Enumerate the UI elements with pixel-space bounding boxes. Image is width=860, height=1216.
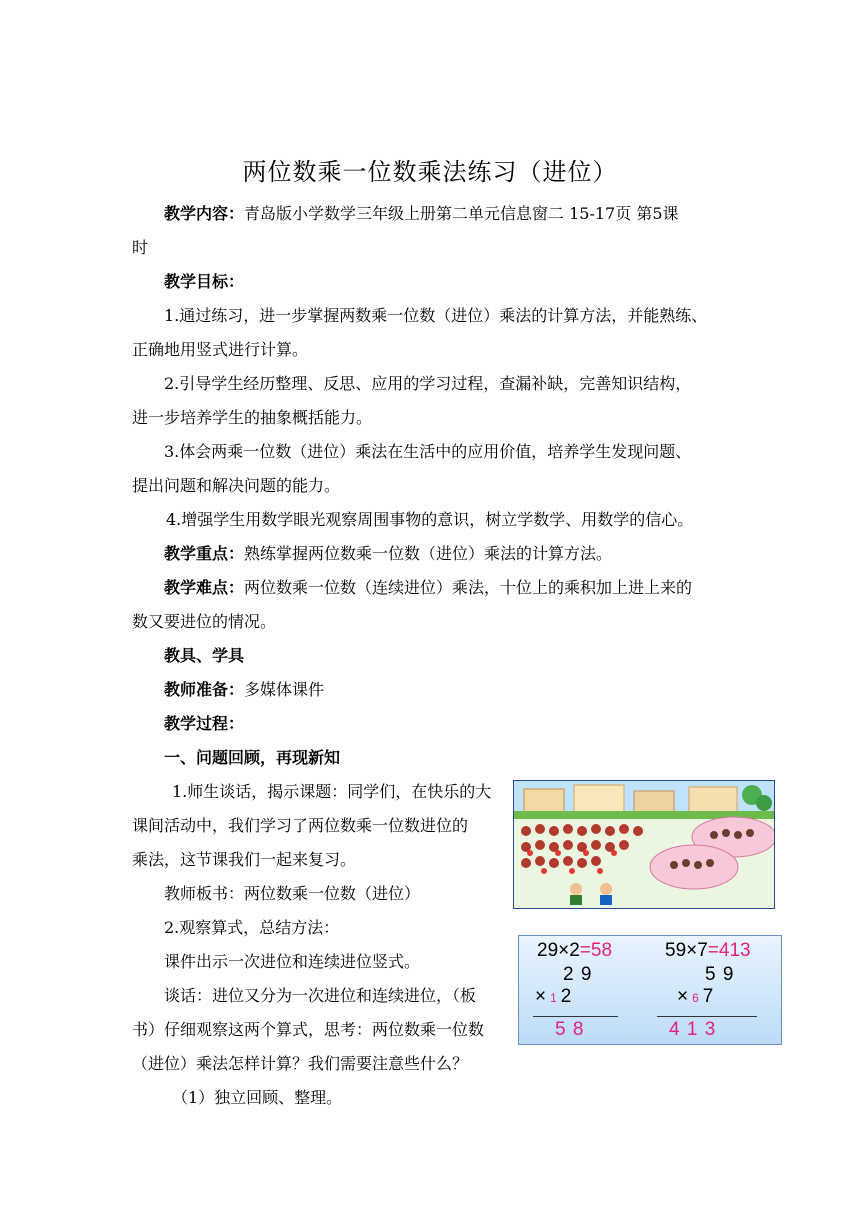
left-times: × [535,986,547,1007]
goal-3-cont: 提出问题和解决问题的能力。 [132,476,341,495]
section-heading: 一、问题回顾，再现新知 [164,748,341,767]
para-3: 2.观察算式，总结方法： [164,918,340,937]
page-title: 两位数乘一位数乘法练习（进位） [242,158,618,186]
goal-1-cont: 正确地用竖式进行计算。 [132,340,309,359]
content-line [164,197,679,231]
goal-2-cont: 进一步培养学生的抽象概括能力。 [132,408,373,427]
left-underline [533,1016,618,1017]
goal-2: 2.引导学生经历整理、反思、应用的学习过程，查漏补缺，完善知识结构， [164,374,692,393]
goal-3: 3.体会两乘一位数（进位）乘法在生活中的应用价值，培养学生发现问题、 [164,442,692,461]
key-point-label: 教学重点： [164,544,245,563]
left-result: =58 [579,940,613,961]
goals-heading: 教学目标： [164,272,245,291]
para-1-cont2: 乘法，这节课我们一起来复习。 [132,850,357,869]
right-result: =413 [707,940,751,961]
para-5: 谈话：进位又分为一次进位和连续进位，（板 [164,986,477,1005]
content-label: 教学内容： [164,204,245,223]
right-top-number: 5 9 [705,964,735,985]
right-underline [657,1016,757,1017]
right-answer: 4 1 3 [669,1019,717,1040]
right-expression [665,940,751,962]
left-expression [537,940,612,962]
right-carry: 6 [692,991,699,1005]
para-1: 1.师生谈话，揭示课题：同学们，在快乐的大 [172,782,492,801]
key-point-text: 熟练掌握两位数乘一位数（进位）乘法的计算方法。 [244,544,613,563]
para-4: 课件出示一次进位和连续进位竖式。 [164,952,421,971]
right-multiplier-row [677,986,713,1008]
left-answer: 5 8 [555,1019,585,1040]
right-mult: 7 [702,986,714,1007]
para-5-cont2: （进位）乘法怎样计算？我们需要注意些什么？ [132,1054,469,1073]
teacher-prep-text: 多媒体课件 [244,680,325,699]
difficulty [164,571,692,605]
difficulty-text: 两位数乘一位数（连续进位）乘法，十位上的乘积加上进上来的 [244,578,693,597]
right-times: × [677,986,689,1007]
tools-heading: 教具、学具 [164,646,245,665]
goal-4: 4.增强学生用数学眼光观察周围事物的意识，树立学数学、用数学的信心。 [166,510,694,529]
key-point [164,537,612,571]
teacher-prep [164,673,324,707]
left-expr: 29×2 [537,940,580,961]
left-carry: 1 [550,991,557,1005]
left-top-number: 2 9 [563,964,593,985]
content-text: 青岛版小学数学三年级上册第二单元信息窗二 15-17页 第5课 [244,204,679,223]
para-6: （1）独立回顾、整理。 [172,1088,343,1107]
goal-1: 1.通过练习，进一步掌握两数乘一位数（进位）乘法的计算方法，并能熟练、 [164,306,708,325]
vertical-calculation-card [518,935,782,1045]
left-mult: 2 [560,986,572,1007]
teacher-prep-label: 教师准备： [164,680,245,699]
difficulty-label: 教学难点： [164,578,245,597]
process-heading: 教学过程： [164,714,245,733]
content-text-cont: 时 [132,238,149,257]
para-1-cont: 课间活动中，我们学习了两位数乘一位数进位的 [132,816,469,835]
playground-illustration [513,780,775,909]
para-2: 教师板书：两位数乘一位数（进位） [164,884,421,903]
left-multiplier-row [535,986,571,1008]
playground-scene [514,781,774,908]
para-5-cont: 书）仔细观察这两个算式，思考：两位数乘一位数 [132,1020,485,1039]
difficulty-text-cont: 数又要进位的情况。 [132,612,277,631]
right-expr: 59×7 [665,940,708,961]
